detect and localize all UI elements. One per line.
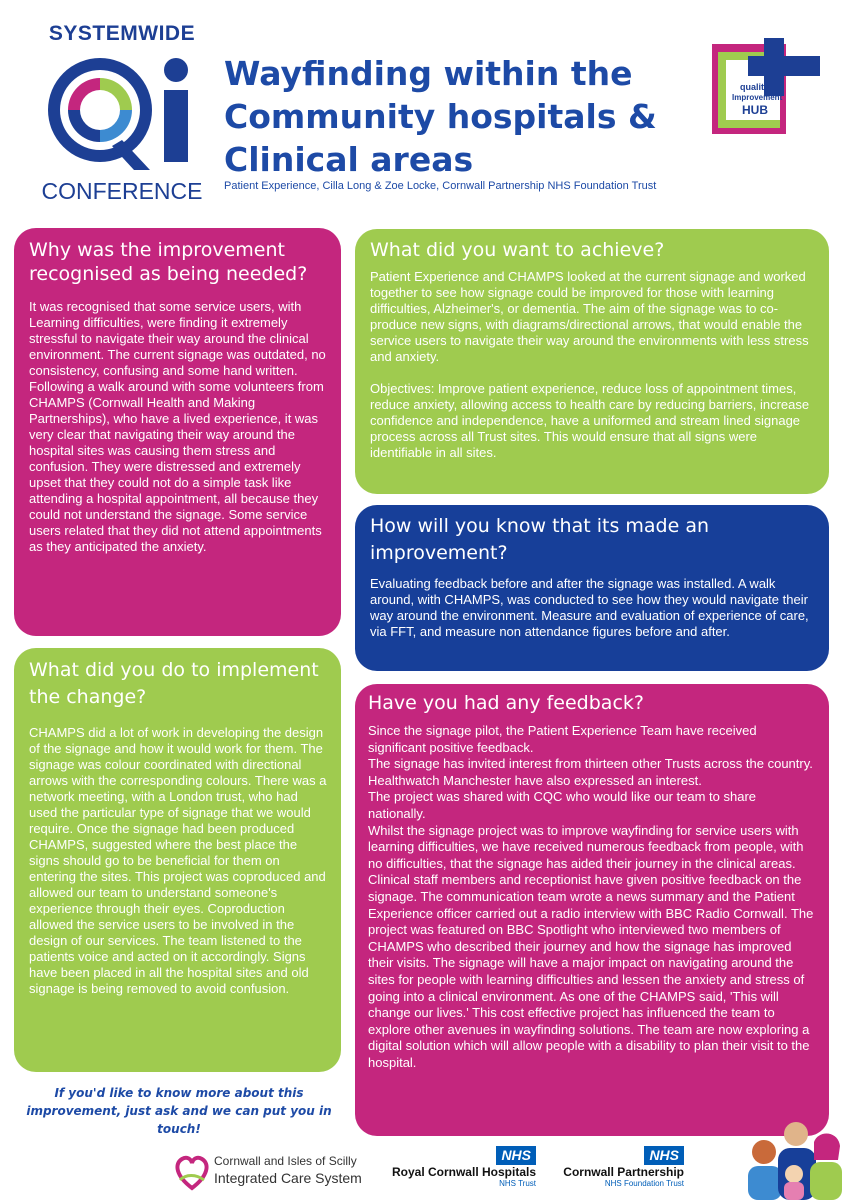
why-heading: Why was the improvement recognised as being needed? <box>29 239 308 285</box>
nhs-badge-cp: NHS <box>644 1146 684 1165</box>
hub-line-1: quality <box>740 82 770 92</box>
feedback-para-2: The signage has invited interest from thirteen other Trusts across the country. Healthwatch Manchester have also expressed an interest. <box>368 756 813 788</box>
rch-sub: NHS Trust <box>499 1179 536 1188</box>
card-measure-improvement <box>355 505 829 671</box>
ics-heart-icon <box>172 1152 212 1192</box>
page-title <box>224 52 694 181</box>
card-implement-change <box>14 648 341 1072</box>
ics-line-1: Cornwall and Isles of Scilly <box>214 1154 357 1168</box>
why-body: It was recognised that some service users, with Learning difficulties, were finding it extremely stressful to navigate their way around the clinical environment. The current signage was outdated, no consistency, confusing and some hand written. Following a walk around with some volunteers from CHAMPS (Cornwall Health and Making Partnerships), who have a lived experience, it was very clear that navigating their way around the hospital sites was causing them stress and confusion. They were distressed and extremely upset that they could not do a simple task like attending a hospital appointment, all because they could not understand the signage. Some service users related that they did not attend appointments as they anticipated the anxiety. <box>29 299 326 554</box>
contact-cta-text: If you'd like to know more about this improvement, just ask and we can put you in touch! <box>26 1086 332 1136</box>
title-line-2: Community hospitals & <box>224 97 657 136</box>
measure-body: Evaluating feedback before and after the signage was installed. A walk around, with CHAMPS, was conducted to see how they would navigate their way around the environment. Measure and evaluation of experience of care, via FFT, and measure non attendance figures before and after. <box>370 576 809 639</box>
qi-conference-logo <box>38 22 206 202</box>
title-line-3: Clinical areas <box>224 140 474 179</box>
hub-line-3: HUB <box>742 103 768 117</box>
cp-sub: NHS Foundation Trust <box>604 1179 684 1188</box>
royal-cornwall-hospitals-logo <box>388 1146 536 1189</box>
feedback-para-3: The project was shared with CQC who would like our team to share nationally. <box>368 789 757 821</box>
achieve-body-aim: Patient Experience and CHAMPS looked at the current signage and worked together to see how signage could be improved for those with learning difficulties, Alzheimer's, or dementia. The aim of the signage was to co-produce new signs, with diagrams/directional arrows, that would enable the service users to navigate their way around the environments with less stress and anxiety. <box>370 269 809 364</box>
ics-logo <box>172 1150 372 1192</box>
card-feedback <box>355 684 829 1136</box>
feedback-para-4: Whilst the signage project was to improve wayfinding for service users with learning difficulties, we have received numerous feedback from people, with no difficulties, that the signage has aided their journey in the clinical areas. <box>368 822 804 871</box>
card-achieve <box>355 229 829 494</box>
page-subtitle: Patient Experience, Cilla Long & Zoe Locke, Cornwall Partnership NHS Foundation Trust <box>224 180 657 192</box>
logo-systemwide-text: SYSTEMWIDE <box>48 22 196 45</box>
feedback-para-5: Clinical staff members and receptionist have given positive feedback on the signage. The communication team wrote a news summary and the Patient Experience officer carried out a radio interview with BBC Radio Cornwall. The project was featured on BBC Spotlight who interviewed two members of CHAMPS who described their journey and how the signage has improved their visits. The signage will have a major impact on navigating around the sites for people with learning difficulties and lessen the anxiety and stress of going into a clinical environment. As one of the CHAMPS said, 'This will change our lives.' This cost effective project has influenced the team to explore other avenues in wayfinding solutions. The team are now exploring a digital solution which will allow people with a disability to plan their visit to the hospital. <box>368 872 814 1070</box>
feedback-heading: Have you had any feedback? <box>368 692 644 714</box>
implement-heading: What did you do to implement the change? <box>29 659 319 708</box>
cornwall-partnership-logo <box>560 1146 684 1189</box>
measure-heading: How will you know that its made an improvement? <box>370 515 710 564</box>
card-why-needed <box>14 228 341 636</box>
cp-name: Cornwall Partnership <box>563 1165 684 1179</box>
title-line-1: Wayfinding within the <box>224 54 633 93</box>
quality-improvement-hub-logo <box>712 38 822 136</box>
nhs-badge-rch: NHS <box>496 1146 536 1165</box>
implement-body: CHAMPS did a lot of work in developing the design of the signage and how it would work for them. The signage was colour coordinated with directional arrows with the corresponding colours. There was a network meeting, with a London trust, who had used the particular type of signage that we would require. Once the signage had been produced CHAMPS, suggested where the best place the signs should go to be beneficial for them on entering the sites. This project was coproduced and allowed our team to understand someone's experience through their eyes. Coproduction allowed the service users to be involved in the design of our services. The team listened to the patients voice and acted on it accordingly. Signs have been placed in all the hospital sites and old signage is being removed to avoid confusion. <box>29 725 327 996</box>
hub-line-2: Improvement <box>732 93 783 102</box>
qi-logo-icon <box>38 48 206 178</box>
achieve-heading: What did you want to achieve? <box>370 239 665 261</box>
people-illustration-icon <box>734 1112 844 1200</box>
logo-conference-text: CONFERENCE <box>41 178 203 204</box>
ics-line-2: Integrated Care System <box>214 1170 362 1186</box>
feedback-para-1: Since the signage pilot, the Patient Experience Team have received significant positive feedback. <box>368 723 757 755</box>
rch-name: Royal Cornwall Hospitals <box>391 1165 536 1179</box>
achieve-body-objectives: Objectives: Improve patient experience, reduce loss of appointment times, reduce anxiety, allowing access to health care by reducing barriers, increase confidence and independence, have a uniformed and stream lined signage process across all Trust sites. This would ensure that all signs were identifiable in all sites. <box>370 381 810 460</box>
